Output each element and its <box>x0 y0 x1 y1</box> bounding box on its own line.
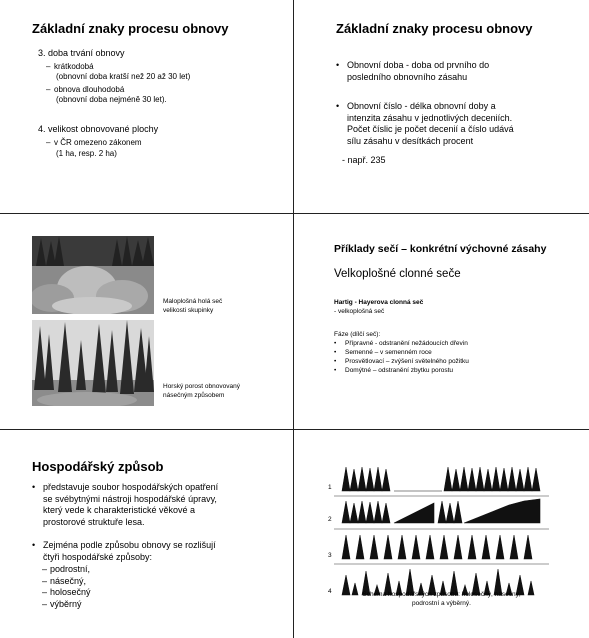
bullet-line: sílu zásahu v desítkách procent <box>347 135 474 146</box>
slide-title: Základní znaky procesu obnovy <box>32 21 229 36</box>
bullet-line: prostorové struktuře lesa. <box>43 516 145 527</box>
item-duration: 3. doba trvání obnovy <box>38 48 125 58</box>
slide-title: Příklady sečí – konkrétní výchovné zásahy <box>334 243 547 255</box>
slide-6 <box>294 430 589 638</box>
bullet-line: posledního obnovního zásahu <box>347 71 468 82</box>
caption-line: násečným způsobem <box>163 392 225 399</box>
bullet-renewal-number <box>336 101 587 147</box>
type-item: – výběrný <box>42 599 91 611</box>
bullet-line: který vede k charakteristické věkové a <box>43 505 196 515</box>
slide-5 <box>0 430 293 638</box>
slide-3 <box>0 214 293 429</box>
bullet-line: Počet číslic je počet decenií a číslo udává <box>347 124 514 134</box>
caption-line: velikosti skupinky <box>163 307 214 314</box>
law-limit-note: (1 ha, resp. 2 ha) <box>56 149 117 158</box>
slide-2 <box>294 0 589 213</box>
bullet-line: • Obnovní číslo - délka obnovní doby a <box>347 101 496 111</box>
caption-line: Horský porost obnovovaný <box>163 383 240 390</box>
bullet-line: • představuje soubor hospodářských opatření <box>43 482 219 492</box>
phase-item: • Semenné – v semenném roce <box>334 348 469 357</box>
long-term-note: (obnovní doba nejméně 30 let). <box>56 95 167 104</box>
law-limit-label: – v ČR omezeno zákonem <box>46 138 142 148</box>
photo-caption-2 <box>163 382 240 400</box>
slide-title: Hospodářský způsob <box>32 459 164 474</box>
caption-line: Schéma hospodářských způsobů: holosečný, násečný, <box>362 591 521 598</box>
short-term-label: – krátkodobá <box>46 62 94 72</box>
slide-subtitle: Velkoplošné clonné seče <box>334 268 461 280</box>
bullet-line: intenzita zásahu v jednotlivých deceniích. <box>347 112 513 123</box>
hartig-heading: Hartig - Hayerova clonná seč <box>334 299 424 306</box>
type-item: – násečný, <box>42 576 91 588</box>
short-term-note: (obnovní doba kratší než 20 až 30 let) <box>56 72 191 81</box>
phases-heading: Fáze (dílčí seč): <box>334 331 381 338</box>
row-label: 3 <box>328 552 332 559</box>
bullet-line: • Zejména podle způsobu obnovy se rozlišují <box>43 540 216 550</box>
forest-clearing-photo <box>32 236 154 314</box>
bullet-line: se svébytnými nástroji hospodářské úpravy, <box>43 493 217 504</box>
row-label: 2 <box>328 516 332 523</box>
photo-caption-1 <box>163 297 222 315</box>
hartig-subtext: - velkoplošná seč <box>334 308 385 315</box>
phase-item: • Přípravné - odstranění nežádoucích dřevin <box>334 339 469 348</box>
phase-item: • Domýtné – odstranění zbytku porostu <box>334 366 469 375</box>
bullet-line: • Obnovní doba - doba od prvního do <box>347 60 490 70</box>
slide-1 <box>0 0 293 213</box>
slide-4 <box>294 214 589 429</box>
mountain-forest-photo <box>32 320 154 406</box>
phase-list <box>334 339 469 375</box>
caption-line: Maloplošná holá seč <box>163 298 223 305</box>
row-label: 1 <box>328 484 332 491</box>
long-term-label: – obnova dlouhodobá <box>46 85 124 95</box>
phase-item: • Prosvětlovací – zvýšení světelného požitku <box>334 357 469 366</box>
management-schema-diagram <box>328 463 549 601</box>
caption-line: podrostní a výběrný. <box>412 600 471 607</box>
diagram-caption <box>294 590 589 608</box>
management-types-list <box>42 564 91 610</box>
bullet-definition <box>32 482 293 528</box>
type-item: – podrostní, <box>42 564 91 576</box>
example-text: - např. 235 <box>342 155 386 165</box>
item-area-size: 4. velikost obnovované plochy <box>38 124 159 134</box>
bullet-classification <box>32 540 293 563</box>
bullet-line: čtyři hospodářské způsoby: <box>43 551 153 562</box>
row-label: 4 <box>328 588 332 595</box>
type-item: – holosečný <box>42 587 91 599</box>
bullet-renewal-period <box>336 60 577 83</box>
slide-title: Základní znaky procesu obnovy <box>336 21 533 36</box>
